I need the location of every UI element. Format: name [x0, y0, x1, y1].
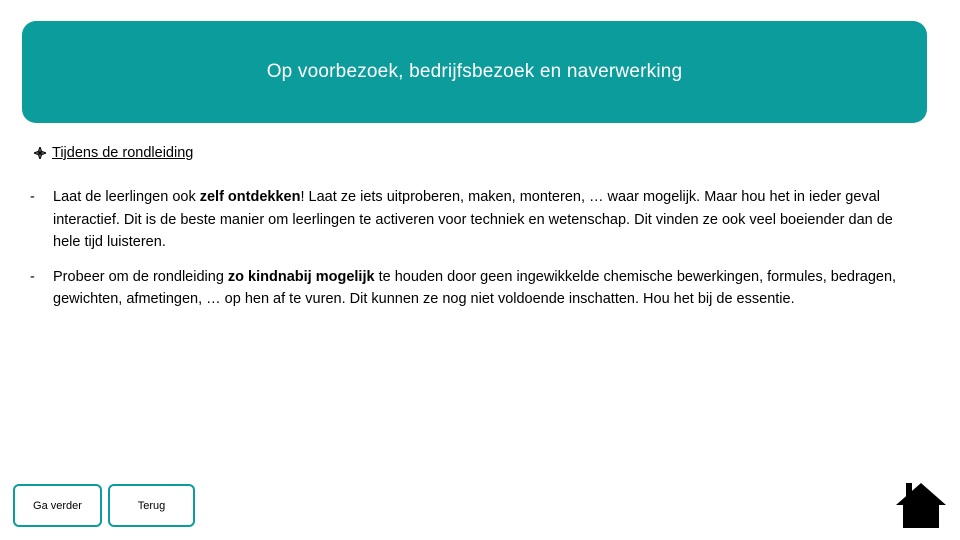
section-heading	[34, 145, 193, 161]
bullet-text-part: Laat de leerlingen ook	[53, 189, 200, 205]
bullet-emphasis: zelf ontdekken	[199, 189, 301, 205]
home-button[interactable]	[894, 481, 948, 529]
list-item	[30, 186, 915, 254]
bullet-text-part: te houden door geen ingewikkelde chemische bewerkingen, formules, bedragen, gewichten, afmetingen, … op hen af te vuren. Dit kunnen ze nog niet voldoende inschatten. Hou het bij de essentie.	[53, 268, 897, 307]
bullet-text-part: Probeer om de rondleiding	[53, 268, 228, 285]
title-banner	[22, 21, 927, 123]
page-title: Op voorbezoek, bedrijfsbezoek en naverwerking	[266, 61, 683, 82]
diamond-bullet-icon	[34, 147, 46, 159]
bullet-emphasis: zo kindnabij mogelijk	[227, 268, 375, 285]
section-heading-text: Tijdens de rondleiding	[52, 145, 194, 161]
back-button[interactable]: Terug	[108, 484, 195, 527]
bullet-dash: -	[30, 268, 35, 285]
bullet-text-part: ! Laat ze iets uitproberen, maken, monteren, … waar mogelijk. Maar hou het in ieder geval interactief. Dit is de beste manier om leerlingen te activeren voor techniek en wetenschap. Dit vinden ze ook veel boeiender dan de hele tijd luisteren.	[53, 189, 893, 250]
home-icon	[894, 481, 948, 529]
bullet-text	[53, 186, 915, 254]
bullet-text	[53, 266, 915, 311]
bullet-dash: -	[30, 189, 35, 205]
continue-button[interactable]: Ga verder	[13, 484, 102, 527]
list-item	[30, 266, 915, 311]
bullet-list	[30, 186, 915, 323]
